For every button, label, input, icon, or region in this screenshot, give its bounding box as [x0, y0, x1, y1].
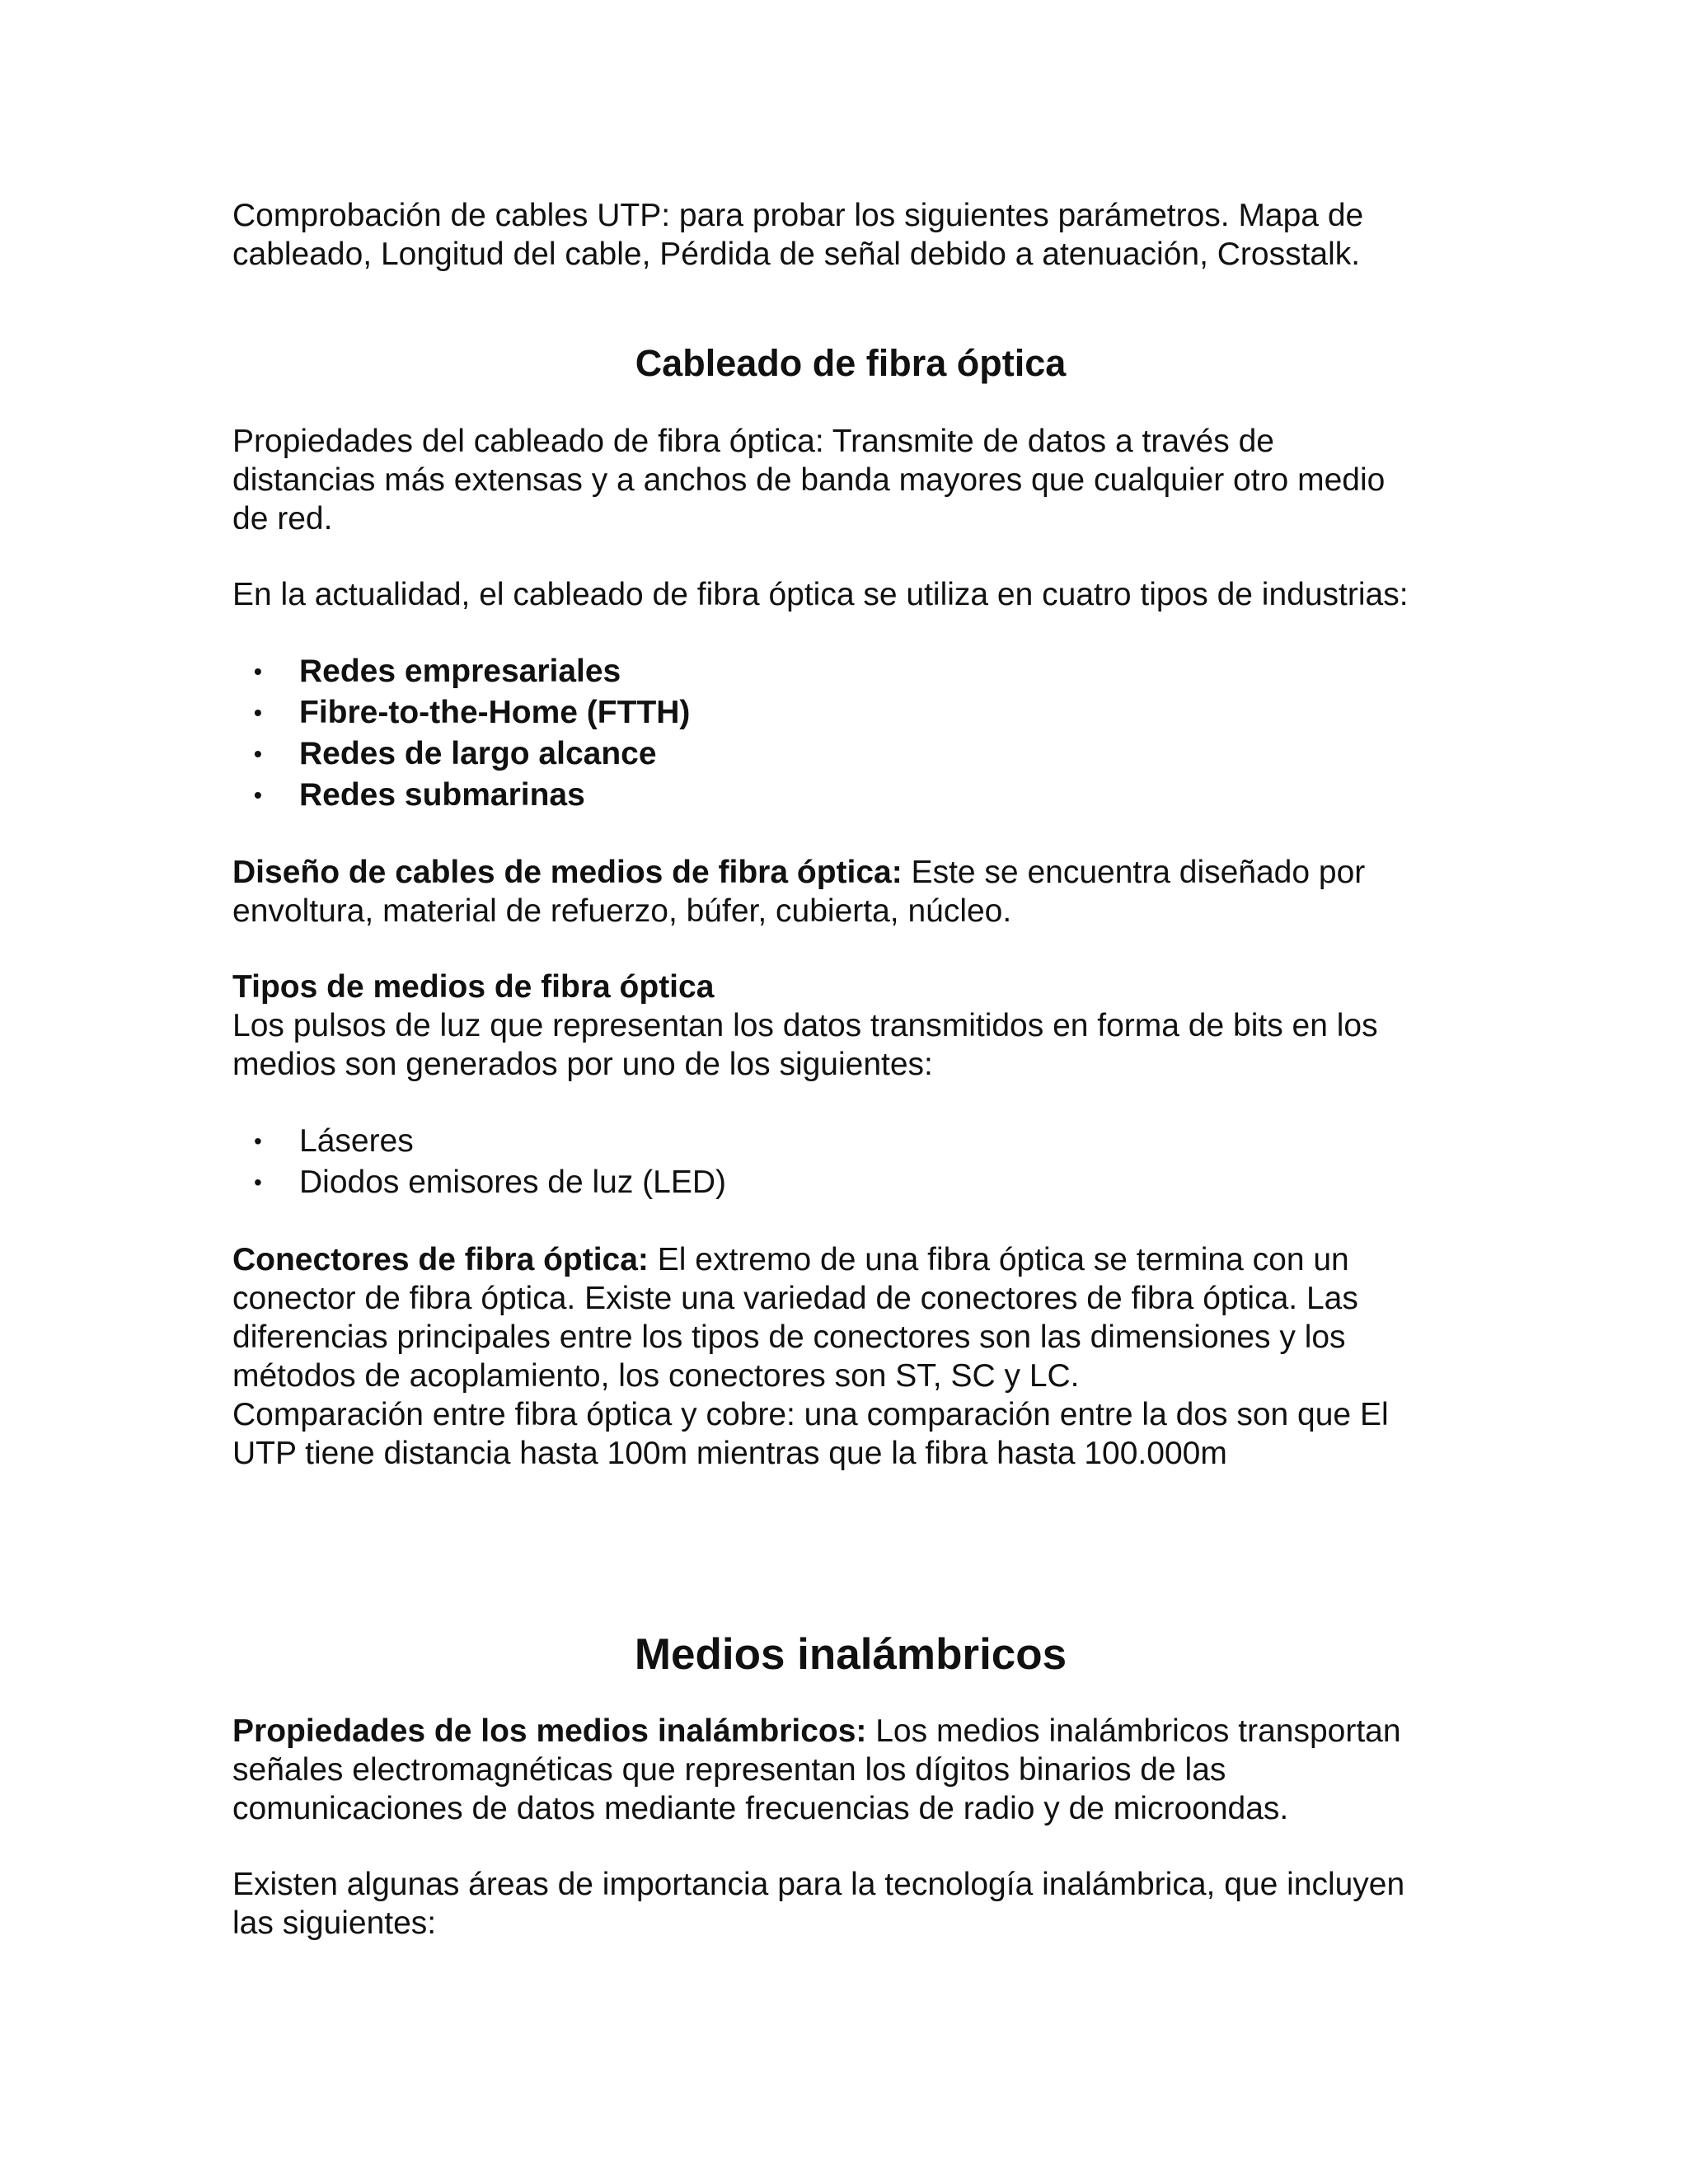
industries-intro: En la actualidad, el cableado de fibra óptica se utiliza en cuatro tipos de industrias: — [232, 577, 1409, 612]
fiber-properties-paragraph — [232, 422, 1469, 538]
text-line: Existen algunas áreas de importancia para la tecnología inalámbrica, que incluyen — [232, 1867, 1405, 1902]
text-line: Comprobación de cables UTP: para probar los siguientes parámetros. Mapa de — [232, 198, 1364, 233]
text-line: Los pulsos de luz que representan los datos transmitidos en forma de bits en los — [232, 1008, 1378, 1043]
bullet-icon: • — [254, 700, 262, 725]
fiber-section-heading: Cableado de fibra óptica — [635, 342, 1067, 384]
text-line: señales electromagnéticas que representan los dígitos binarios de las — [232, 1752, 1226, 1788]
list-item — [232, 692, 1469, 733]
text-line: Comparación entre fibra óptica y cobre: una comparación entre la dos son que El — [232, 1397, 1389, 1432]
list-item — [232, 733, 1469, 775]
text-line: distancias más extensas y a anchos de banda mayores que cualquier otro medio — [232, 462, 1386, 498]
text-line: cableado, Longitud del cable, Pérdida de señal debido a atenuación, Crosstalk. — [232, 237, 1361, 272]
bullet-icon: • — [254, 1169, 262, 1195]
list-item — [232, 1121, 1469, 1162]
text-line: conector de fibra óptica. Existe una variedad de conectores de fibra óptica. Las — [232, 1281, 1358, 1316]
list-item-label: Redes submarinas — [299, 777, 585, 813]
cable-design-paragraph — [232, 853, 1469, 930]
text-line: UTP tiene distancia hasta 100m mientras que la fibra hasta 100.000m — [232, 1436, 1227, 1471]
wireless-section-heading: Medios inalámbricos — [634, 1630, 1067, 1679]
list-item-label: Láseres — [299, 1123, 414, 1159]
text-run: Este se encuentra diseñado por — [902, 855, 1366, 890]
text-line: Propiedades del cableado de fibra óptica: Transmite de datos a través de — [232, 424, 1274, 459]
text-line: las siguientes: — [232, 1905, 437, 1941]
list-item-label: Redes empresariales — [299, 654, 621, 689]
list-item-label: Fibre-to-the-Home (FTTH) — [299, 695, 691, 730]
bullet-icon: • — [254, 741, 262, 766]
wireless-properties-paragraph — [232, 1712, 1469, 1828]
connectors-paragraph — [232, 1240, 1469, 1473]
list-item — [232, 775, 1469, 816]
text-line: de red. — [232, 501, 333, 537]
text-run: El extremo de una fibra óptica se termina con un — [648, 1242, 1349, 1277]
light-sources-list — [232, 1121, 1469, 1203]
list-item-label: Diodos emisores de luz (LED) — [299, 1165, 727, 1200]
fiber-types-heading: Tipos de medios de fibra óptica — [232, 969, 715, 1005]
text-line: diferencias principales entre los tipos de conectores son las dimensiones y los — [232, 1319, 1346, 1355]
bullet-icon: • — [254, 782, 262, 808]
bullet-icon: • — [254, 1128, 262, 1154]
connectors-label: Conectores de fibra óptica: — [232, 1242, 649, 1277]
list-item — [232, 1162, 1469, 1203]
list-item-label: Redes de largo alcance — [299, 736, 657, 771]
text-line: métodos de acoplamiento, los conectores son ST, SC y LC. — [232, 1358, 1080, 1394]
text-run: Los medios inalámbricos transportan — [866, 1713, 1401, 1749]
text-line: comunicaciones de datos mediante frecuencias de radio y de microondas. — [232, 1791, 1289, 1826]
fiber-types-paragraph — [232, 968, 1469, 1084]
wireless-areas-paragraph — [232, 1865, 1469, 1943]
list-item — [232, 651, 1469, 692]
text-line: envoltura, material de refuerzo, búfer, cubierta, núcleo. — [232, 893, 1012, 929]
cable-design-label: Diseño de cables de medios de fibra óptica: — [232, 855, 903, 890]
document-body — [232, 196, 1469, 1943]
industries-list — [232, 651, 1469, 816]
bullet-icon: • — [254, 658, 262, 684]
utp-testing-paragraph — [232, 196, 1469, 274]
wireless-properties-label: Propiedades de los medios inalámbricos: — [232, 1713, 867, 1749]
text-line: medios son generados por uno de los siguientes: — [232, 1047, 933, 1082]
